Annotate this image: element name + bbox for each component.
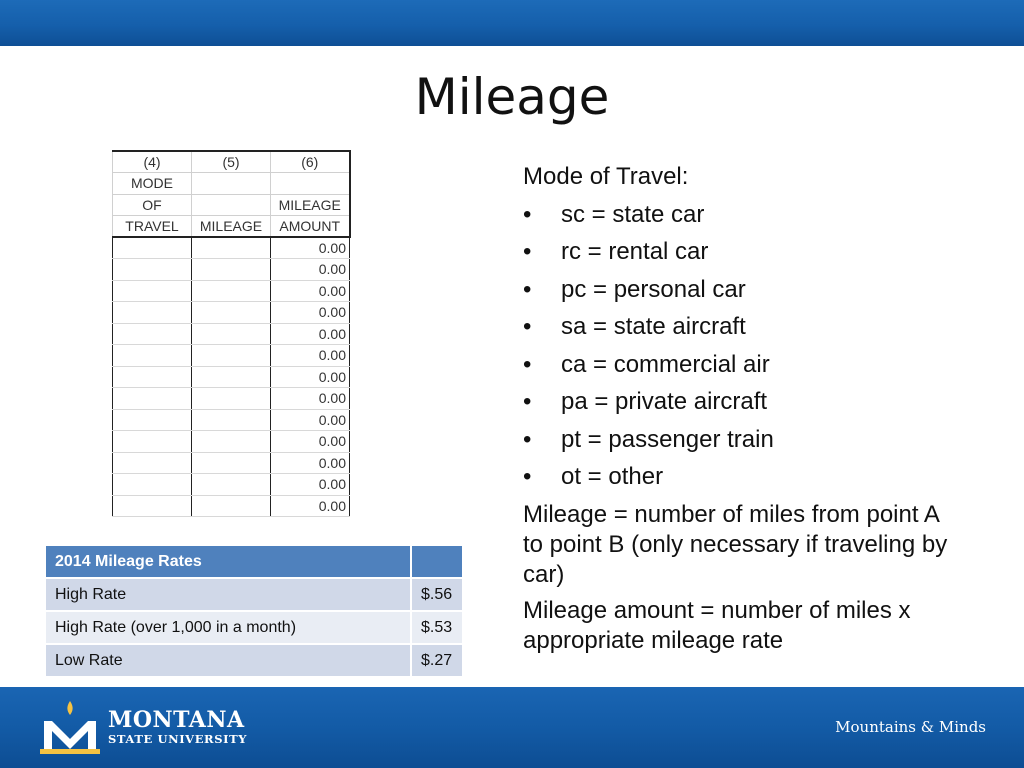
msu-logo-icon <box>38 699 102 757</box>
mode-code-item <box>523 387 963 417</box>
mode-code-item <box>523 425 963 455</box>
rate-label: High Rate <box>46 577 412 610</box>
bullet-glyph: • <box>523 425 532 453</box>
mode-code-item <box>523 350 963 380</box>
rate-value: $.53 <box>412 610 464 643</box>
mileage-cell <box>192 323 271 345</box>
mode-cell <box>113 452 192 474</box>
footer-band <box>0 687 1024 768</box>
rate-row <box>46 610 464 643</box>
mileage-cell <box>192 495 271 517</box>
bullet-glyph: • <box>523 238 532 265</box>
worksheet-header-cell: AMOUNT <box>271 216 350 238</box>
mode-cell <box>113 302 192 324</box>
mode-cell <box>113 388 192 410</box>
amount-cell: 0.00 <box>271 323 350 345</box>
worksheet-row <box>113 237 350 259</box>
mode-code-text: pt = passenger train <box>561 425 774 453</box>
mode-code-text: pc = personal car <box>561 275 746 303</box>
bullet-glyph: • <box>523 463 532 490</box>
mode-code-list <box>523 200 963 493</box>
amount-cell: 0.00 <box>271 345 350 367</box>
amount-cell: 0.00 <box>271 259 350 281</box>
mode-cell <box>113 259 192 281</box>
amount-cell: 0.00 <box>271 302 350 324</box>
rate-row <box>46 577 464 610</box>
mode-of-travel-heading: Mode of Travel: <box>523 163 689 190</box>
worksheet-header-cell: MILEAGE <box>192 216 271 238</box>
worksheet-header-cell <box>271 173 350 195</box>
worksheet-header-cell <box>192 194 271 216</box>
mileage-cell <box>192 452 271 474</box>
worksheet-header-cell <box>192 173 271 195</box>
worksheet-header-cell: (5) <box>192 151 271 173</box>
mileage-cell <box>192 259 271 281</box>
bullet-glyph: • <box>523 275 532 303</box>
worksheet-row <box>113 431 350 453</box>
rate-value: $.27 <box>412 643 464 676</box>
mileage-amount-definition: Mileage amount = number of miles x appropriate mileage rate <box>523 596 911 654</box>
mode-cell <box>113 237 192 259</box>
mileage-cell <box>192 237 271 259</box>
amount-cell: 0.00 <box>271 366 350 388</box>
mode-code-text: ot = other <box>561 463 664 490</box>
worksheet-header-row <box>113 194 350 216</box>
worksheet-header-cell: MILEAGE <box>271 194 350 216</box>
rate-label: Low Rate <box>46 643 412 676</box>
mode-cell <box>113 345 192 367</box>
amount-cell: 0.00 <box>271 237 350 259</box>
mode-cell <box>113 431 192 453</box>
mode-code-text: pa = private aircraft <box>561 388 768 415</box>
rate-value: $.56 <box>412 577 464 610</box>
worksheet-row <box>113 280 350 302</box>
worksheet-header-cell: TRAVEL <box>113 216 192 238</box>
mode-code-item <box>523 275 963 305</box>
mileage-cell <box>192 280 271 302</box>
worksheet-header-cell: OF <box>113 194 192 216</box>
worksheet-header-cell: MODE <box>113 173 192 195</box>
worksheet-row <box>113 259 350 281</box>
mode-cell <box>113 323 192 345</box>
mileage-cell <box>192 388 271 410</box>
worksheet-row <box>113 474 350 496</box>
mode-cell <box>113 409 192 431</box>
mode-code-item <box>523 462 963 492</box>
amount-cell: 0.00 <box>271 474 350 496</box>
msu-subtitle: STATE UNIVERSITY <box>108 732 248 746</box>
mode-code-text: sc = state car <box>561 200 705 228</box>
mileage-definition: Mileage = number of miles from point A to point B (only necessary if traveling by car) <box>523 500 948 588</box>
worksheet-row <box>113 302 350 324</box>
rate-label: High Rate (over 1,000 in a month) <box>46 610 412 643</box>
mode-code-text: ca = commercial air <box>561 350 770 378</box>
mileage-cell <box>192 366 271 388</box>
bullet-glyph: • <box>523 350 532 378</box>
amount-cell: 0.00 <box>271 280 350 302</box>
worksheet-header-row <box>113 151 350 173</box>
mode-code-item <box>523 312 963 342</box>
mileage-cell <box>192 431 271 453</box>
mode-code-text: rc = rental car <box>561 238 709 265</box>
worksheet-row <box>113 452 350 474</box>
bullet-glyph: • <box>523 388 532 415</box>
mileage-rates-table <box>46 546 464 676</box>
mode-cell <box>113 366 192 388</box>
worksheet-row <box>113 366 350 388</box>
mileage-cell <box>192 345 271 367</box>
bullet-glyph: • <box>523 313 532 340</box>
worksheet-row <box>113 323 350 345</box>
rates-header-title: 2014 Mileage Rates <box>46 546 412 577</box>
rates-header-blank <box>412 546 464 577</box>
top-banner <box>0 0 1024 46</box>
mode-cell <box>113 495 192 517</box>
msu-wordmark: MONTANA <box>108 707 245 733</box>
amount-cell: 0.00 <box>271 388 350 410</box>
worksheet-row <box>113 409 350 431</box>
mileage-cell <box>192 409 271 431</box>
mode-cell <box>113 474 192 496</box>
slide-title: Mileage <box>414 68 610 126</box>
amount-cell: 0.00 <box>271 431 350 453</box>
mode-of-travel-text <box>523 162 963 662</box>
worksheet-row <box>113 495 350 517</box>
mileage-worksheet <box>112 150 351 517</box>
mode-code-text: sa = state aircraft <box>561 313 746 340</box>
mode-code-item <box>523 237 963 267</box>
worksheet-header-row <box>113 216 350 238</box>
mode-code-item <box>523 200 963 230</box>
worksheet-header-cell: (4) <box>113 151 192 173</box>
amount-cell: 0.00 <box>271 495 350 517</box>
bullet-glyph: • <box>523 200 532 228</box>
amount-cell: 0.00 <box>271 409 350 431</box>
worksheet-row <box>113 345 350 367</box>
rate-row <box>46 643 464 676</box>
worksheet-row <box>113 388 350 410</box>
worksheet-header-cell: (6) <box>271 151 350 173</box>
mileage-cell <box>192 302 271 324</box>
mode-cell <box>113 280 192 302</box>
worksheet-header-row <box>113 173 350 195</box>
amount-cell: 0.00 <box>271 452 350 474</box>
rates-header-row <box>46 546 464 577</box>
tagline: Mountains & Minds <box>835 718 986 736</box>
mileage-cell <box>192 474 271 496</box>
